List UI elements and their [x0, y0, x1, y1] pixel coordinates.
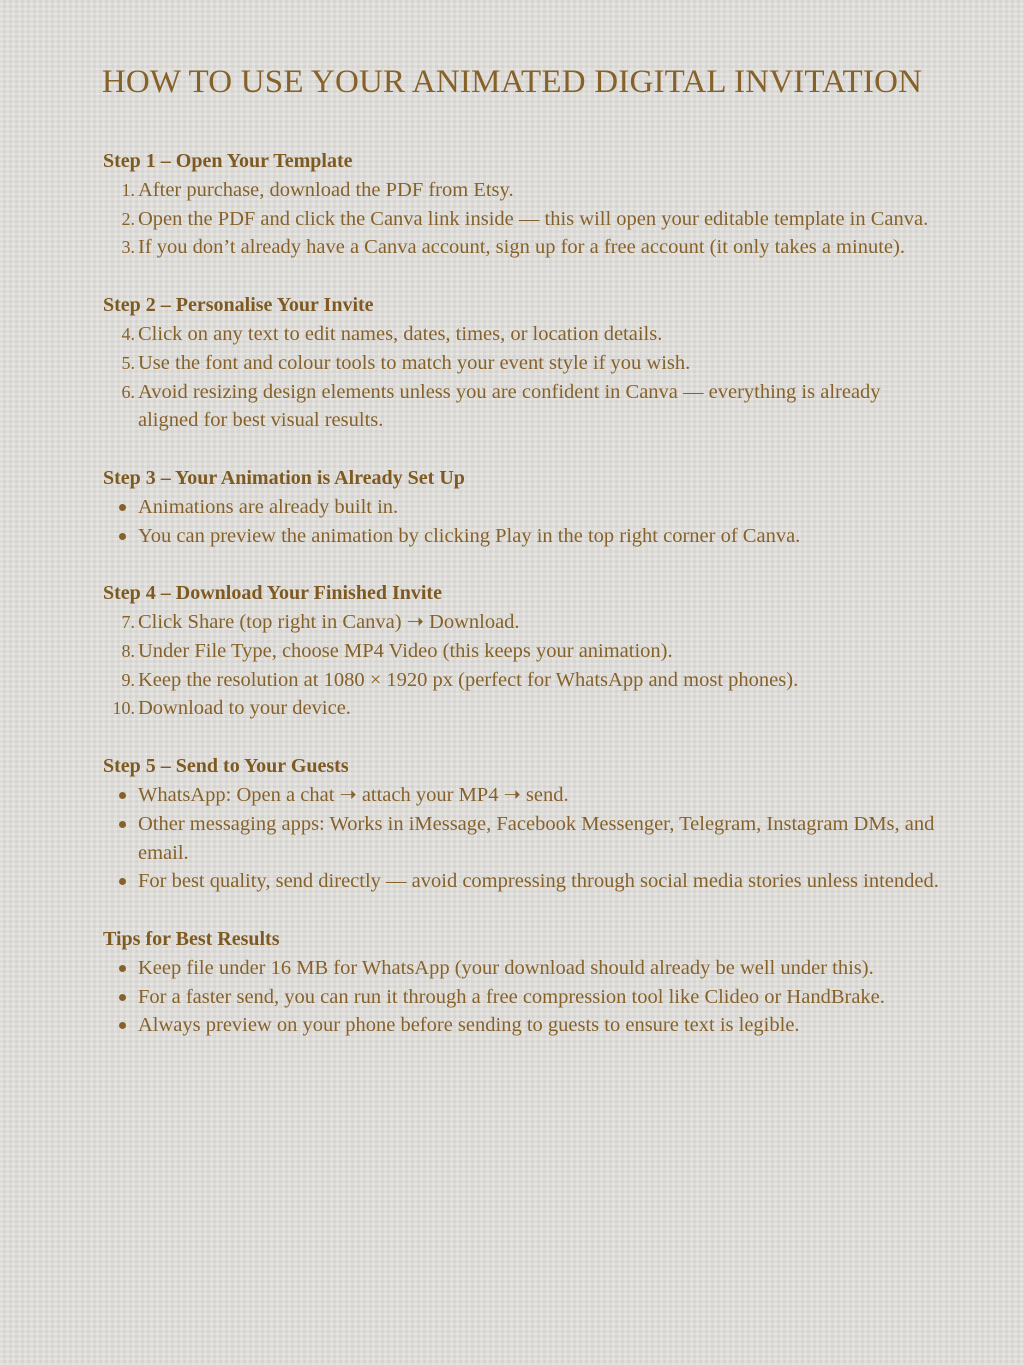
list-item-text: Download to your device. [138, 697, 351, 720]
list-item [103, 1011, 943, 1040]
section-4 [103, 579, 943, 723]
bullet-list [103, 493, 943, 550]
list-item-text: Other messaging apps: Works in iMessage, Facebook Messenger, Telegram, Instagram DMs, and email. [138, 812, 935, 864]
section-heading: Step 3 – Your Animation is Already Set Up [103, 466, 465, 489]
bullet-icon [119, 965, 126, 972]
section-heading: Step 1 – Open Your Template [103, 150, 353, 172]
list-number: 7. [121, 612, 135, 633]
bullet-list [103, 954, 943, 1040]
list-item-text: Use the font and colour tools to match your event style if you wish. [138, 351, 691, 374]
bullet-icon [119, 994, 126, 1001]
list-item-text: Click on any text to edit names, dates, times, or location details. [138, 323, 663, 346]
list-item-text: For best quality, send directly — avoid compressing through social media stories unless intended. [138, 870, 939, 893]
list-number: 1. [121, 180, 135, 200]
list-item [103, 493, 943, 522]
numbered-list [103, 608, 943, 723]
bullet-list [103, 781, 943, 896]
list-item-text: Keep file under 16 MB for WhatsApp (your download should already be well under this). [138, 956, 874, 979]
list-number: 4. [121, 324, 135, 345]
list-item [103, 349, 943, 378]
section-5 [103, 752, 943, 896]
list-number: 8. [121, 641, 135, 662]
bullet-icon [119, 504, 126, 511]
list-item [103, 320, 943, 349]
section-3 [103, 464, 943, 550]
list-item [103, 983, 943, 1012]
list-item-text: After purchase, download the PDF from Etsy. [138, 179, 514, 201]
list-item [103, 522, 943, 551]
list-item-text: If you don’t already have a Canva account, sign up for a free account (it only takes a minute). [138, 236, 905, 259]
list-item [103, 810, 943, 867]
section-6 [103, 925, 943, 1040]
list-item-text: Click Share (top right in Canva) ➝ Download. [138, 611, 520, 634]
bullet-icon [119, 792, 126, 799]
list-item [103, 666, 943, 695]
list-item-text: Animations are already built in. [138, 495, 399, 518]
list-item-text: For a faster send, you can run it through a free compression tool like Clideo or HandBrake. [138, 985, 885, 1008]
list-item [103, 637, 943, 666]
list-number: 5. [121, 352, 135, 373]
list-item [103, 694, 943, 723]
instructions-content [103, 147, 943, 1069]
numbered-list [103, 176, 943, 262]
bullet-icon [119, 1022, 126, 1029]
page-title: HOW TO USE YOUR ANIMATED DIGITAL INVITATION [101, 64, 923, 100]
bullet-icon [119, 821, 126, 828]
list-item [103, 205, 943, 234]
list-item [103, 233, 943, 262]
list-number: 6. [121, 381, 135, 402]
section-heading: Step 2 – Personalise Your Invite [103, 294, 374, 317]
section-heading: Step 4 – Download Your Finished Invite [103, 582, 442, 605]
list-item [103, 608, 943, 637]
section-2 [103, 291, 943, 435]
list-item [103, 378, 943, 435]
list-number: 10. [112, 698, 135, 719]
section-1 [103, 147, 943, 262]
list-item-text: WhatsApp: Open a chat ➝ attach your MP4 ➝ send. [138, 784, 569, 807]
list-item [103, 176, 943, 205]
list-item [103, 781, 943, 810]
list-item [103, 867, 943, 896]
bullet-icon [119, 533, 126, 540]
list-number: 2. [121, 208, 135, 229]
list-number: 3. [121, 237, 135, 258]
list-item-text: Always preview on your phone before sending to guests to ensure text is legible. [138, 1014, 800, 1037]
section-heading: Step 5 – Send to Your Guests [103, 755, 349, 778]
list-item [103, 954, 943, 983]
list-item-text: You can preview the animation by clicking Play in the top right corner of Canva. [138, 524, 801, 547]
bullet-icon [119, 878, 126, 885]
section-heading: Tips for Best Results [103, 927, 280, 950]
list-item-text: Under File Type, choose MP4 Video (this keeps your animation). [138, 640, 673, 663]
numbered-list [103, 320, 943, 435]
list-number: 9. [121, 669, 135, 690]
list-item-text: Open the PDF and click the Canva link inside — this will open your editable template in Canva. [138, 207, 929, 230]
list-item-text: Avoid resizing design elements unless you are confident in Canva — everything is already aligned for best visual results. [138, 380, 881, 432]
list-item-text: Keep the resolution at 1080 × 1920 px (perfect for WhatsApp and most phones). [138, 668, 799, 691]
